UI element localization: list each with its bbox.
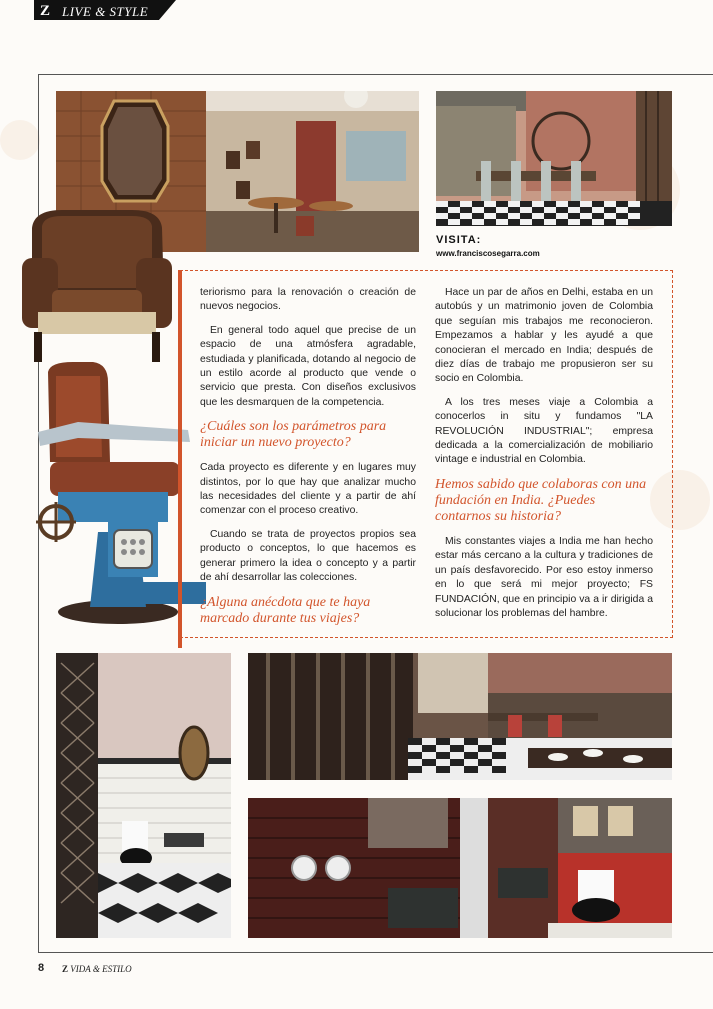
paragraph: Cuando se trata de proyectos propios sea producto o conceptos, lo que hacemos es generar primero la idea o concepto y a partir de ahí desarrollar las colecciones. <box>200 528 416 584</box>
frame-line-top <box>38 74 713 75</box>
paragraph: A los tres meses viaje a Colombia a conocerlos in situ y fundamos "LA REVOLUCIÓN INDUSTRIAL"; empresa dedicada a la comercialización de mobiliario vintage e industrial en Colombia. <box>435 396 653 466</box>
website-link[interactable]: www.franciscosegarra.com <box>436 249 540 258</box>
paragraph: teriorismo para la renovación o creación de nuevos negocios. <box>200 287 416 313</box>
dining-room-photo <box>436 91 672 226</box>
paragraph: Hace un par de años en Delhi, estaba en un autobús y un matrimonio joven de Colombia que seguían mis trabajos me reconocieron. Empezamos a hablar y les ayudé a que conocieran el mercado en India; después de diez días de trabajo me propusieron ser su socio en Colombia. <box>435 287 653 385</box>
interview-question: Hemos sabido que colaboras con una fundación en India. ¿Puedes contarnos su historia? <box>435 476 647 524</box>
interview-question: ¿Alguna anécdota que te haya marcado durante tus viajes? <box>200 594 371 626</box>
page-number: 8 <box>38 962 45 974</box>
section-title: LIVE & STYLE <box>62 4 149 19</box>
magazine-footer <box>62 964 132 974</box>
visit-label: VISITA: <box>436 234 482 246</box>
restroom-sinks-photo <box>248 798 672 938</box>
paragraph: Cada proyecto es diferente y en lugares muy distintos, por lo que hay que analizar mucho las necesidades del cliente y a partir de ahí comenzar con el proceso creativo. <box>200 462 416 517</box>
article-right-column <box>435 286 653 630</box>
article-left-column <box>200 286 416 637</box>
paragraph: Mis constantes viajes a India me han hecho estar más cercano a la cultura y tradiciones de un país desfavorecido. Por eso estoy inmerso en lo que será mi mejor proyecto; FS FUNDACIÓN, que en principio va a ir dirigida a solucionar los problemas del hambre. <box>435 535 653 619</box>
paragraph: En general todo aquel que precise de un espacio de una atmósfera agradable, estudiada y planificada, dotando al negocio de un estilo acorde al producto que vende o servicio que presta. Con diseños exclusivos que les desmarquen de la competencia. <box>200 324 416 408</box>
restroom-photo <box>56 653 231 938</box>
restaurant-dining-photo <box>248 653 672 780</box>
magazine-logo: Z <box>40 3 51 19</box>
frame-line-bottom <box>38 952 713 953</box>
paint-splat <box>0 120 40 160</box>
interview-question: ¿Cuáles son los parámetros para iniciar un nuevo proyecto? <box>200 419 387 451</box>
leather-armchair-photo <box>22 208 172 368</box>
visit-block <box>436 234 540 258</box>
footer-magazine-name: VIDA & ESTILO <box>70 964 132 974</box>
footer-logo: Z <box>62 964 69 974</box>
accent-bar <box>178 270 182 648</box>
